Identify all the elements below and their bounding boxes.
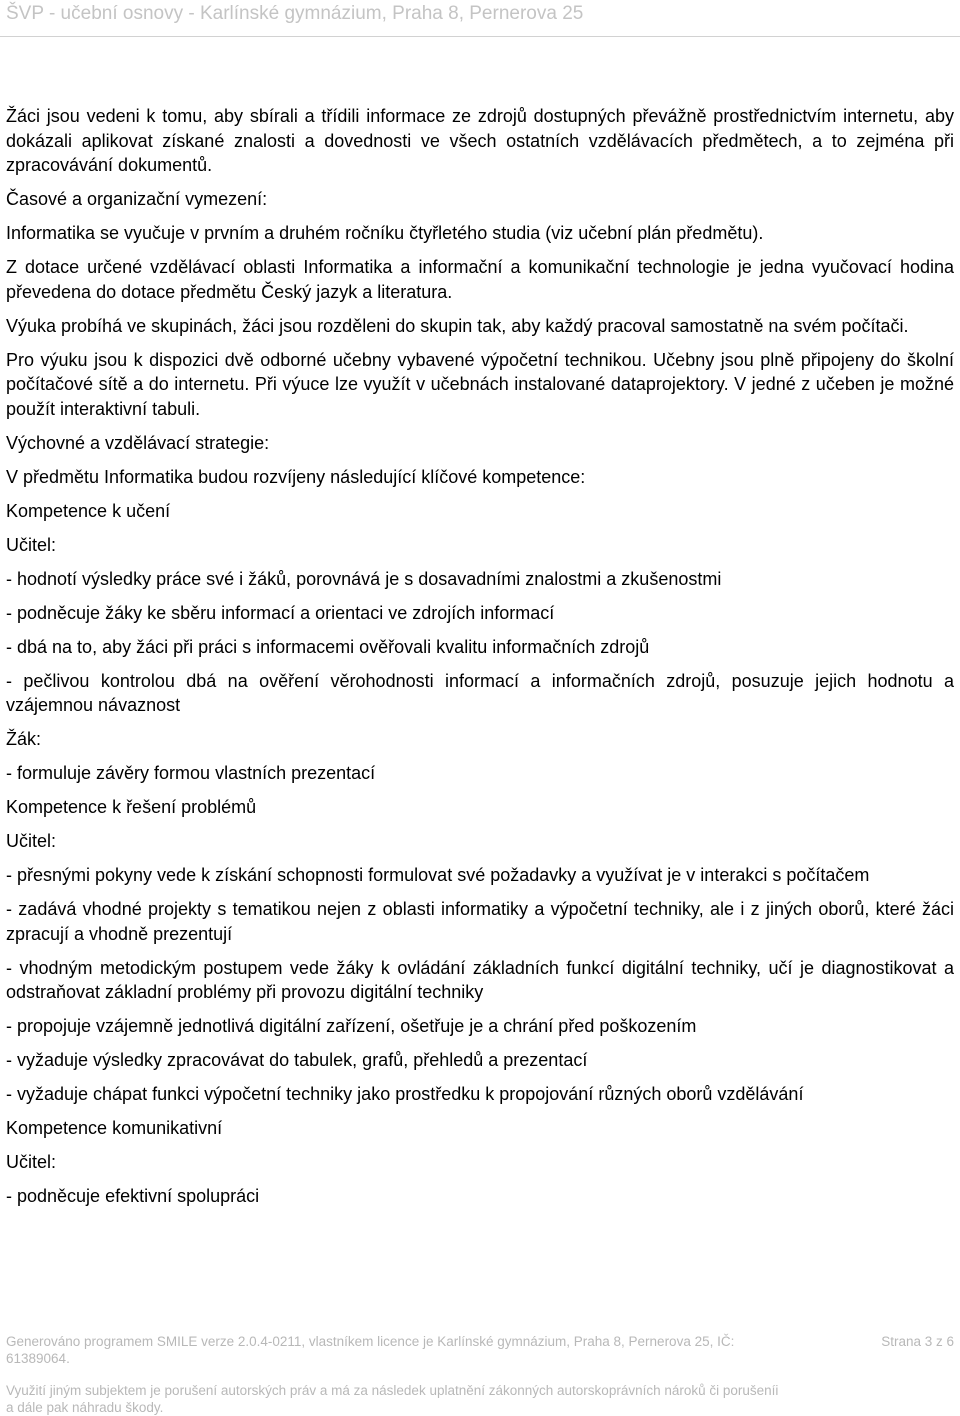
section-heading: Výchovné a vzdělávací strategie: — [6, 432, 270, 453]
list-item: - vyžaduje výsledky zpracovávat do tabulek, grafů, přehledů a prezentací — [6, 1050, 588, 1070]
header-divider — [0, 36, 960, 37]
paragraph: Informatika se vyučuje v prvním a druhém ročníku čtyřletého studia (viz učební plán předmětu). — [6, 223, 764, 243]
generator-note: Generováno programem SMILE verze 2.0.4-0211, vlastníkem licence je Karlínské gymnázium, Praha 8, Pernerova 25, IČ: 61389064. — [6, 1334, 735, 1366]
list-item: - podněcuje efektivní spolupráci — [6, 1186, 260, 1206]
list-item: - pečlivou kontrolou dbá na ověření věrohodnosti informací a informačních zdrojů, posuzuje jejich hodnotu a vzájemnou návaznost — [6, 670, 954, 715]
section-heading: Časové a organizační vymezení: — [6, 189, 268, 209]
document-body — [6, 104, 954, 1218]
page-footer — [6, 1333, 954, 1416]
list-item: - vhodným metodickým postupem vede žáky k ovládání základních funkcí digitální techniky, učí je diagnostikovat a odstraňovat základní problémy při provozu digitální techniky — [6, 957, 954, 1002]
list-item: - vyžaduje chápat funkci výpočetní techniky jako prostředku k propojování různých oborů vzdělávání — [6, 1084, 804, 1104]
list-item: - propojuje vzájemně jednotlivá digitální zařízení, ošetřuje je a chrání před poškozením — [6, 1016, 697, 1036]
paragraph: Pro výuku jsou k dispozici dvě odborné učebny vybavené výpočetní technikou. Učebny jsou plně připojeny do školní počítačové sítě a do internetu. Při výuce lze využít v učebnách instalované dataprojektory. V jedné z učeben je možné použít interaktivní tabuli. — [6, 349, 954, 419]
paragraph: Z dotace určené vzdělávací oblasti Informatika a informační a komunikační technologie je jedna vyučovací hodina převedena do dotace předmětu Český jazyk a literatura. — [6, 257, 954, 302]
list-item: - hodnotí výsledky práce své i žáků, porovnává je s dosavadními znalostmi a zkušenostmi — [6, 568, 722, 589]
subheading: Kompetence k učení — [6, 500, 171, 521]
page-header — [6, 2, 954, 26]
list-item: - dbá na to, aby žáci při práci s informacemi ověřovali kvalitu informačních zdrojů — [6, 636, 650, 657]
subheading: Kompetence k řešení problémů — [6, 797, 257, 817]
role-label: Učitel: — [6, 831, 57, 851]
copyright-notice: Využití jiným subjektem je porušení autorských práv a má za následek uplatnění zákonných autorskoprávních nároků či porušeníi a dále pak náhradu škody. — [6, 1383, 779, 1415]
paragraph: V předmětu Informatika budou rozvíjeny následující klíčové kompetence: — [6, 466, 586, 487]
header-title: ŠVP - učební osnovy - Karlínské gymnázium, Praha 8, Pernerova 25 — [6, 3, 584, 24]
list-item: - podněcuje žáky ke sběru informací a orientaci ve zdrojích informací — [6, 602, 555, 623]
paragraph: Žáci jsou vedeni k tomu, aby sbírali a třídili informace ze zdrojů dostupných převážně prostřednictvím internetu, aby dokázali aplikovat získané znalosti a dovednosti ve všech ostatních vzdělávacích předmětech, a to zejména při zpracovávání dokumentů. — [6, 106, 954, 175]
list-item: - zadává vhodné projekty s tematikou nejen z oblasti informatiky a výpočetní techniky, ale i z jiných oborů, které žáci zpracují a vhodně prezentují — [6, 899, 954, 944]
page-number: Strana 3 z 6 — [881, 1334, 954, 1349]
role-label: Učitel: — [6, 534, 57, 555]
list-item: - přesnými pokyny vede k získání schopnosti formulovat své požadavky a využívat je v interakci s počítačem — [6, 865, 870, 885]
role-label: Žák: — [6, 729, 42, 749]
role-label: Učitel: — [6, 1152, 57, 1172]
subheading: Kompetence komunikativní — [6, 1118, 223, 1138]
paragraph: Výuka probíhá ve skupinách, žáci jsou rozděleni do skupin tak, aby každý pracoval samostatně na svém počítači. — [6, 315, 909, 336]
list-item: - formuluje závěry formou vlastních prezentací — [6, 763, 376, 783]
